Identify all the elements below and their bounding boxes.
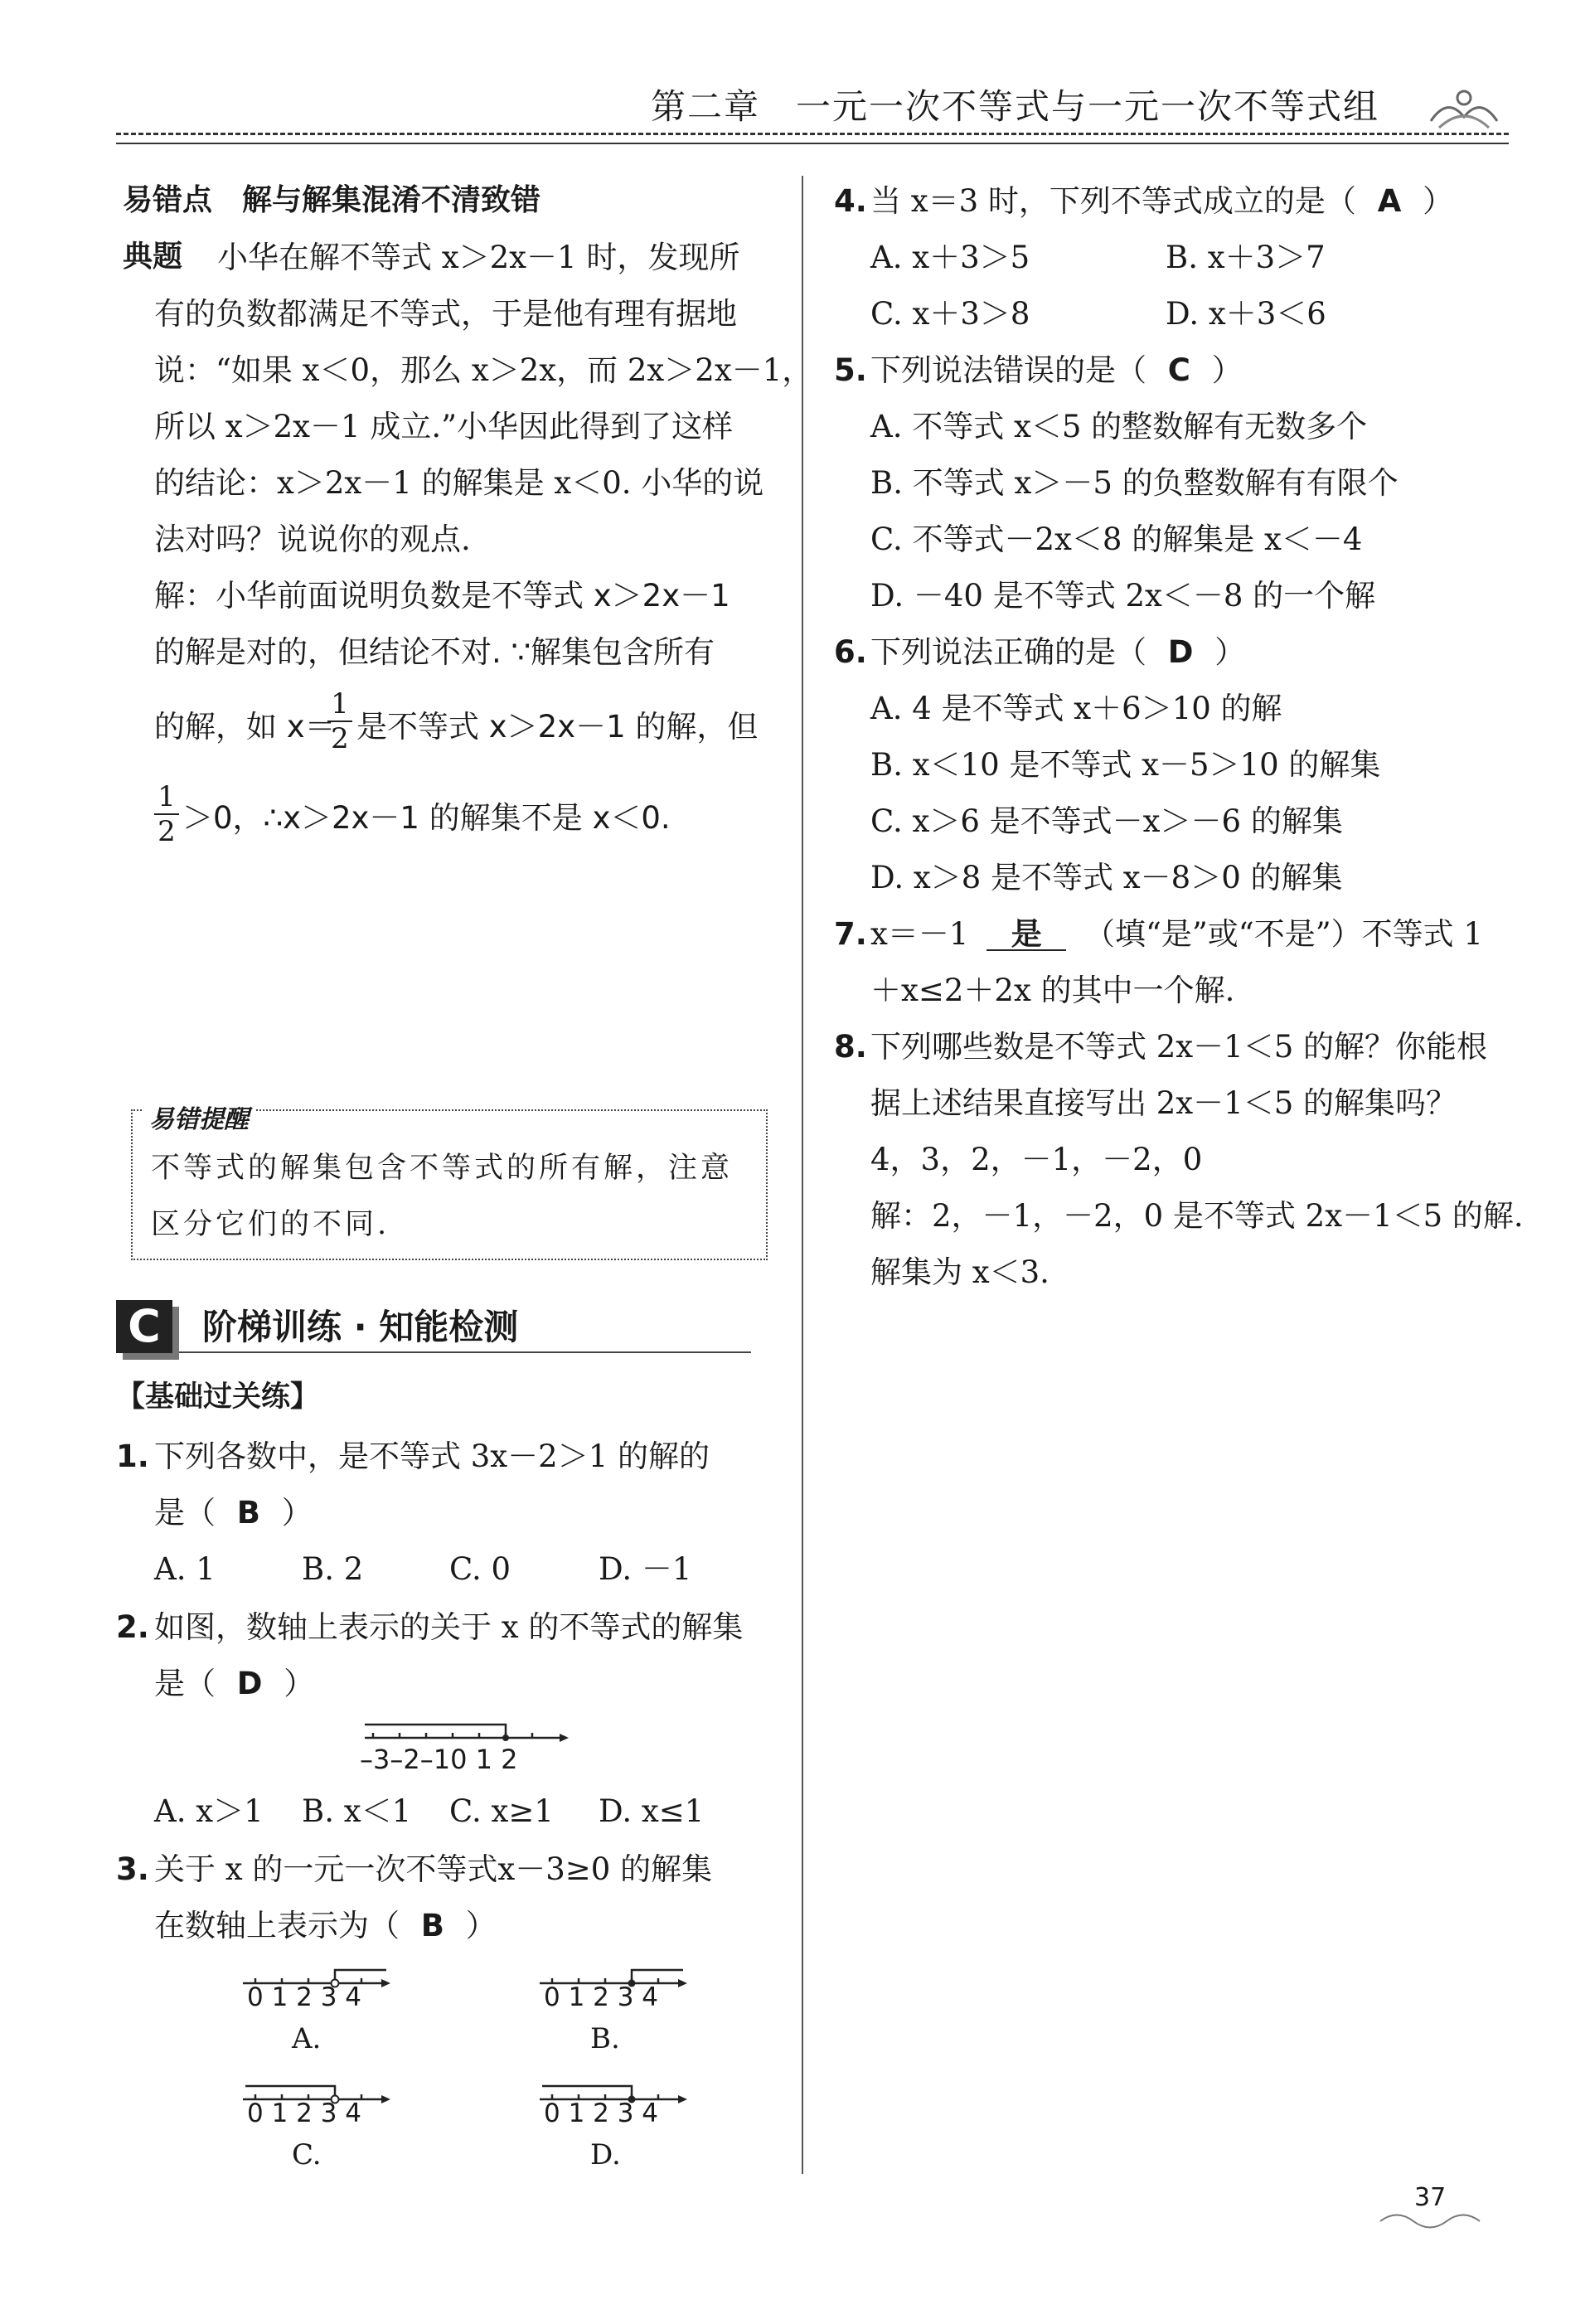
example-label: 典题	[123, 240, 183, 274]
footer-ornament-icon	[1376, 2209, 1484, 2234]
q5-stem-close: ）	[1211, 352, 1243, 388]
q4-option-b: B. x＋3＞7	[1166, 240, 1326, 275]
q5-option-c: C. 不等式－2x＜8 的解集是 x＜－4	[870, 522, 1363, 557]
q1-option-c: C. 0	[449, 1551, 511, 1587]
q6-stem	[870, 634, 1246, 670]
page-number: 37	[1414, 2183, 1447, 2212]
q8-number: 8.	[834, 1029, 867, 1065]
q4-option-d: D. x＋3＜6	[1166, 296, 1326, 332]
q8-solution-2: 解集为 x＜3.	[870, 1254, 1049, 1290]
q2-stem-close: ）	[284, 1666, 315, 1701]
fraction-numerator: 1	[331, 687, 349, 720]
q1-stem-line-1: 下列各数中，是不等式 3x－2＞1 的解的	[154, 1439, 710, 1474]
section-title: 阶梯训练 · 知能检测	[202, 1307, 519, 1347]
q8-numbers: 4，3，2，－1，－2，0	[870, 1142, 1203, 1177]
example-line-6: 法对吗？说说你的观点.	[154, 522, 471, 557]
q6-stem-text: 下列说法正确的是（	[870, 634, 1146, 670]
error-point-heading: 易错点 解与解集混淆不清致错	[123, 183, 541, 217]
fraction-denominator: 2	[331, 722, 349, 755]
q6-stem-close: ）	[1214, 634, 1246, 670]
section-underline	[179, 1351, 751, 1353]
example-line-2: 有的负数都满足不等式，于是他有理有据地	[154, 296, 737, 332]
solution-line-2: 的解是对的，但结论不对. ∵解集包含所有	[154, 634, 715, 670]
q1-option-a: A. 1	[154, 1551, 216, 1587]
fraction-one-half	[327, 687, 352, 755]
q3-stem-line-2	[154, 1910, 497, 1941]
example-line-5: 的结论：x＞2x－1 的解集是 x＜0. 小华的说	[154, 465, 764, 501]
q1-option-b: B. 2	[302, 1551, 364, 1587]
q1-stem-open: 是（	[154, 1495, 216, 1531]
q1-stem-close: ）	[281, 1495, 313, 1531]
q1-stem-line-2	[154, 1495, 313, 1531]
q6-answer: D	[1167, 634, 1194, 670]
q2-axis-labels: –3–2–10 1 2	[360, 1744, 518, 1775]
q2-option-b: B. x＜1	[302, 1793, 412, 1829]
q7-line-2: ＋x≤2＋2x 的其中一个解.	[870, 973, 1235, 1008]
q5-stem	[870, 352, 1243, 388]
solution-line-3a: 的解，如 x＝	[154, 709, 336, 745]
q6-number: 6.	[834, 634, 867, 670]
q7-answer-blank: 是	[986, 919, 1066, 951]
q4-number: 4.	[834, 183, 867, 219]
q7-post-text: （填“是”或“不是”）不等式 1	[1083, 916, 1483, 952]
q4-stem-text: 当 x＝3 时，下列不等式成立的是（	[870, 183, 1356, 219]
header-solid-rule	[116, 143, 1509, 144]
q8-line-2: 据上述结果直接写出 2x－1＜5 的解集吗？	[870, 1085, 1457, 1121]
column-divider	[802, 176, 803, 2174]
example-line-4: 所以 x＞2x－1 成立.”小华因此得到了这样	[154, 409, 734, 444]
q2-option-c: C. x≥1	[449, 1793, 554, 1829]
q3-answer: B	[420, 1908, 444, 1943]
q3-option-a-axis-labels: 0 1 2 3 4	[247, 1982, 362, 2012]
solution-line-3b: 是不等式 x＞2x－1 的解，但	[356, 709, 759, 745]
q6-option-b: B. x＜10 是不等式 x－5＞10 的解集	[870, 747, 1381, 783]
q2-option-a: A. x＞1	[154, 1793, 264, 1829]
q5-option-b: B. 不等式 x＞－5 的负整数解有有限个	[870, 465, 1399, 501]
q4-stem-close: ）	[1423, 183, 1454, 219]
q4-answer: A	[1377, 183, 1402, 219]
solution-line-4: ＞0，∴x＞2x－1 的解集不是 x＜0.	[182, 800, 671, 836]
subsection-heading: 【基础过关练】	[116, 1380, 320, 1414]
q3-stem-line-1: 关于 x 的一元一次不等式x－3≥0 的解集	[154, 1851, 713, 1887]
error-tip-line-2: 区分它们的不同.	[151, 1208, 390, 1241]
q7-number: 7.	[834, 916, 867, 952]
q3-option-a-label: A.	[292, 2022, 322, 2055]
q4-option-a: A. x＋3＞5	[870, 240, 1030, 275]
q5-number: 5.	[834, 352, 867, 388]
q1-option-d: D. －1	[599, 1551, 692, 1587]
q4-stem	[870, 183, 1454, 219]
q6-option-a: A. 4 是不等式 x＋6＞10 的解	[870, 691, 1282, 726]
q2-option-d: D. x≤1	[599, 1793, 705, 1829]
fraction-numerator: 1	[158, 780, 176, 813]
q4-option-c: C. x＋3＞8	[870, 296, 1030, 332]
q5-option-a: A. 不等式 x＜5 的整数解有无数多个	[870, 409, 1368, 444]
q3-option-c-axis-labels: 0 1 2 3 4	[247, 2098, 362, 2128]
q2-number: 2.	[116, 1609, 149, 1645]
q2-stem-line-1: 如图，数轴上表示的关于 x 的不等式的解集	[154, 1609, 744, 1645]
fraction-denominator: 2	[158, 815, 176, 848]
chapter-label: 第二章	[651, 86, 761, 127]
q6-option-c: C. x＞6 是不等式－x＞－6 的解集	[870, 803, 1343, 839]
q5-option-d: D. －40 是不等式 2x＜－8 的一个解	[870, 578, 1376, 614]
q8-line-1: 下列哪些数是不等式 2x－1＜5 的解？你能根	[870, 1029, 1488, 1065]
q3-option-c-label: C.	[292, 2138, 322, 2171]
error-tip-line-1: 不等式的解集包含不等式的所有解，注意	[151, 1152, 734, 1185]
solution-line-1: 解：小华前面说明负数是不等式 x＞2x－1	[154, 578, 730, 614]
error-tip-label: 易错提醒	[143, 1099, 255, 1135]
q3-stem-close: ）	[465, 1908, 497, 1943]
q3-option-b-label: B.	[590, 2022, 620, 2055]
q5-stem-text: 下列说法错误的是（	[870, 352, 1146, 388]
section-badge: C	[116, 1300, 172, 1353]
fraction-one-half-2	[154, 780, 179, 848]
example-line-1: 小华在解不等式 x＞2x－1 时，发现所	[217, 240, 740, 275]
q1-number: 1.	[116, 1439, 149, 1474]
q2-stem-open: 是（	[154, 1666, 216, 1701]
q7-pre-text: x＝－1	[870, 916, 969, 952]
q6-option-d: D. x＞8 是不等式 x－8＞0 的解集	[870, 860, 1343, 895]
q7-line-1	[870, 916, 1483, 952]
q1-answer: B	[236, 1495, 260, 1531]
q5-answer: C	[1167, 352, 1190, 388]
q3-number: 3.	[116, 1851, 149, 1887]
q8-solution-1: 解：2，－1，－2，0 是不等式 2x－1＜5 的解.	[870, 1198, 1524, 1234]
example-line-3: 说：“如果 x＜0，那么 x＞2x，而 2x＞2x－1，	[154, 352, 813, 388]
q3-option-d-label: D.	[590, 2138, 621, 2171]
header-dashed-rule	[116, 133, 1509, 135]
q3-stem-open: 在数轴上表示为（	[154, 1908, 400, 1943]
header-ornament-icon	[1423, 80, 1505, 138]
chapter-title: 一元一次不等式与一元一次不等式组	[796, 86, 1380, 127]
q2-stem-line-2	[154, 1668, 314, 1699]
q2-answer: D	[236, 1666, 263, 1701]
q3-option-b-axis-labels: 0 1 2 3 4	[544, 1982, 659, 2012]
q3-option-d-axis-labels: 0 1 2 3 4	[544, 2098, 659, 2128]
